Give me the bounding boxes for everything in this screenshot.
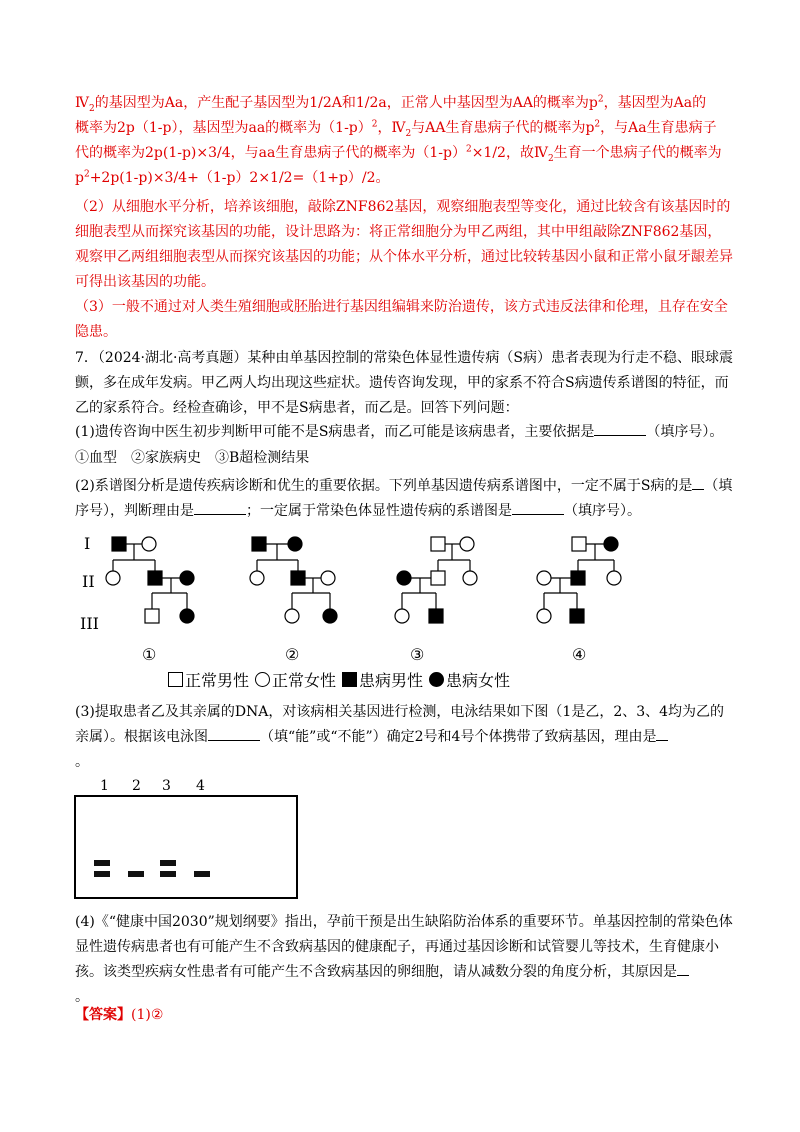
- answer-blank[interactable]: [656, 726, 668, 741]
- answer-part-2: （2）从细胞水平分析，培养该细胞，敲除ZNF862基因，观察细胞表型等变化，通过比较含有该基因时的细胞表型从而探究该基因的功能，设计思路为：将正常细胞分为甲乙两组，其中甲组敲除ZNF862基因，观察甲乙两组细胞表型从而探究该基因的功能；从个体水平分析，通过比较转基因小鼠和正常小鼠牙龈差异可得出该基因的功能。: [75, 199, 733, 290]
- normal-male-symbol: [168, 672, 183, 687]
- answer-blank[interactable]: [512, 500, 564, 515]
- answer-value: (1)②: [131, 1007, 164, 1023]
- question-7-part-3: (3)提取患者乙及其亲属的DNA，对该病相关基因进行检测，电泳结果如下图（1是乙，2、3、4均为乙的亲属）。根据该电泳图 （填“能”或“不能”）确定2号和4号个体携带了致病基因，理由是 。: [75, 704, 725, 770]
- gel-band: [160, 871, 176, 877]
- pedigree-label: ②: [285, 645, 300, 664]
- gel-electrophoresis-figure: [74, 795, 298, 899]
- answer-blank[interactable]: [594, 421, 646, 436]
- answer-blank[interactable]: [208, 726, 260, 741]
- gel-band: [94, 871, 110, 877]
- answer-blank[interactable]: [194, 500, 246, 515]
- question-7-stem: 7．（2024·湖北·高考真题）某种由单基因控制的常染色体显性遗传病（S病）患者表现为行走不稳、眼球震颤，多在成年发病。甲乙两人均出现这些症状。遗传咨询发现，甲的家系不符合S病遗传系谱图的特征，而乙的家系符合。经检查确诊，甲不是S病患者，而乙是。回答下列问题：: [75, 350, 734, 416]
- pedigree-label: ③: [410, 645, 425, 664]
- generation-label: I: [84, 534, 91, 553]
- question-7-part-2: (2)系谱图分析是遗传疾病诊断和优生的重要依据。下列单基因遗传病系谱图中，一定不属于S病的是 （填序号），判断理由是 ；一定属于常染色体显性遗传病的系谱图是 （填序号）。: [75, 474, 735, 524]
- answer-paragraph-1: $Ⅳ_2$的基因型为Aa，产生配子基因型为1/2A和1/2a，正常人中基因型为AA的概率为$p^2$，基因型为Aa的 概率为2p（1-p），基因型为aa的概率为$(1-p)^2$，$Ⅳ_2$与AA生育患病子代的概率为$p^2$，与Aa生育患病子 代的概率为2p(1-p)×3/4，与aa生育患病子代的概率为$(1-p)^2\times 1/2$，故$Ⅳ_2$生育一个患病子代的概率为 $p^2+2p(1-p)\times 3/4+(1-p)2\times 1/2=(1+p)/2$。: [75, 94, 722, 186]
- pedigree-4-figure: [530, 525, 630, 695]
- answer-line: [75, 1003, 735, 1028]
- pedigree-1: [106, 537, 194, 664]
- generation-label: II: [82, 572, 95, 591]
- answer-blank[interactable]: [677, 961, 689, 976]
- affected-female-symbol: [429, 672, 444, 687]
- normal-female-symbol: [255, 672, 270, 687]
- pedigree-2: [250, 537, 337, 664]
- answer-part-3: （3）一般不通过对人类生殖细胞或胚胎进行基因组编辑来防治遗传，该方式违反法律和伦理，且存在安全隐患。: [75, 299, 728, 340]
- answer-label: 【答案】: [75, 1007, 131, 1023]
- question-7-part-4: (4)《“健康中国2030”规划纲要》指出，孕前干预是出生缺陷防治体系的重要环节。单基因控制的常染色体显性遗传病患者也有可能产生不含致病基因的健康配子，再通过基因诊断和试管婴儿等技术，生育健康小孩。该类型疾病女性患者有可能产生不含致病基因的卵细胞，请从减数分裂的角度分析，其原因是 。: [75, 914, 733, 1005]
- question-7-part-1-options: ①血型 ②家族病史 ③B超检测结果: [75, 450, 310, 466]
- pedigree-label: ④: [572, 645, 587, 664]
- gel-band: [128, 871, 144, 877]
- gel-band: [194, 871, 210, 877]
- pedigree-label: ①: [142, 645, 157, 664]
- question-7-part-1: (1)遗传咨询中医生初步判断甲可能不是S病患者，而乙可能是该病患者，主要依据是 （填序号）。: [75, 420, 735, 445]
- pedigree-3: [395, 537, 477, 664]
- answer-blank[interactable]: [692, 475, 704, 490]
- generation-label: III: [80, 614, 99, 633]
- affected-male-symbol: [342, 672, 357, 687]
- gel-band: [160, 860, 176, 866]
- pedigree-legend: 正常男性 正常女性 患病男性 患病女性: [168, 668, 510, 691]
- gel-band: [94, 860, 110, 866]
